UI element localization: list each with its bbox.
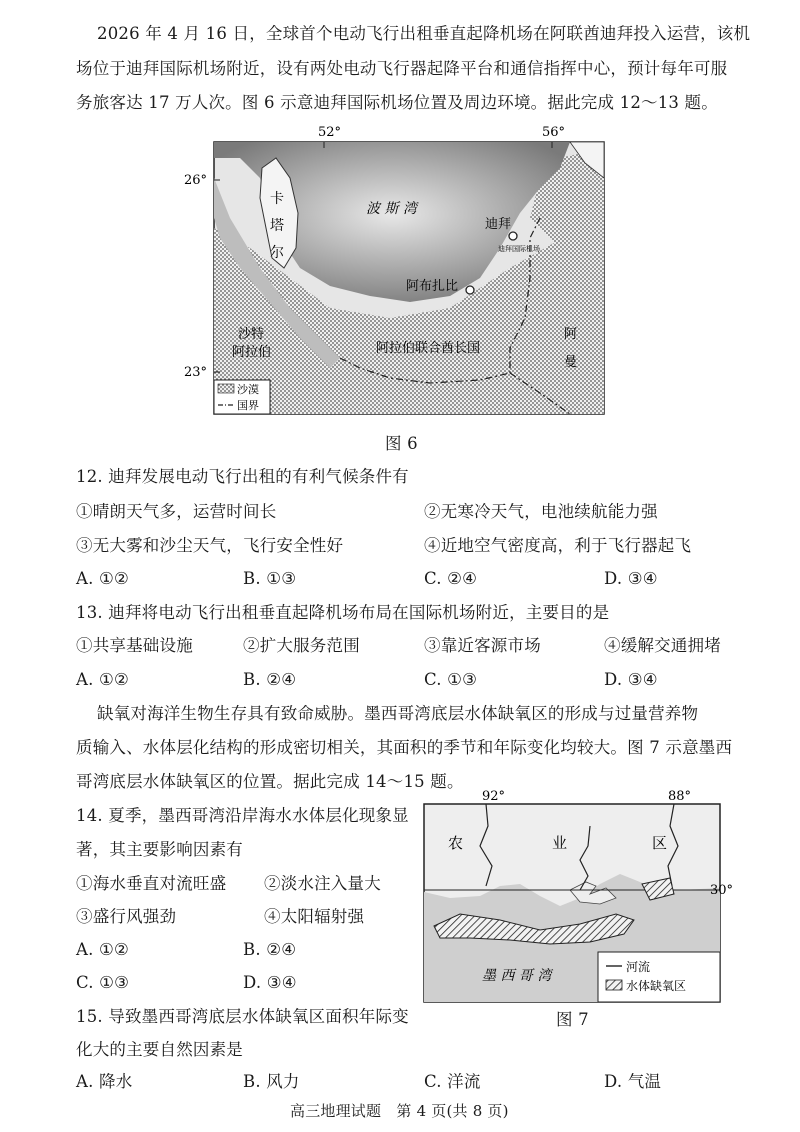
- q14-stem-line-1: 14. 夏季，墨西哥湾沿岸海水水体层化现象显: [76, 806, 409, 825]
- figure-6-caption: 图 6: [385, 434, 418, 453]
- oman-label-1: 阿: [564, 327, 578, 342]
- lon-92-label: 92°: [482, 789, 506, 804]
- figure-7-caption: 图 7: [556, 1010, 589, 1029]
- dubai-airport-label: 迪拜国际机场: [498, 245, 540, 253]
- intro1-line-1: 2026 年 4 月 16 日，全球首个电动飞行出租垂直起降机场在阿联酋迪拜投入运营，该机: [97, 24, 751, 43]
- agri-label-nong: 农: [448, 834, 464, 852]
- q13-option-1: ①共享基础设施: [76, 636, 193, 655]
- q15-stem-line-2: 化大的主要自然因素是: [76, 1040, 243, 1059]
- q13-stem: 13. 迪拜将电动飞行出租垂直起降机场布局在国际机场附近，主要目的是: [76, 603, 610, 622]
- q13-choice-d: D. ③④: [604, 670, 658, 689]
- qatar-label-1: 卡: [270, 191, 284, 207]
- page-footer: 高三地理试题 第 4 页(共 8 页): [290, 1102, 509, 1120]
- lon-52-label: 52°: [318, 125, 342, 140]
- lat-26-label: 26°: [184, 173, 208, 188]
- q14-option-3: ③盛行风强劲: [76, 907, 177, 926]
- qatar-label-2: 塔: [270, 218, 284, 234]
- q13-option-2: ②扩大服务范围: [243, 636, 360, 655]
- q13-choice-b: B. ②④: [243, 670, 297, 689]
- uae-label: 阿拉伯联合酋长国: [376, 341, 481, 356]
- q14-choice-a: A. ①②: [76, 940, 129, 959]
- legend-border: 国界: [237, 399, 259, 412]
- persian-gulf-label: 波 斯 湾: [366, 201, 417, 217]
- q12-stem: 12. 迪拜发展电动飞行出租的有利气候条件有: [76, 467, 409, 486]
- dubai-label: 迪拜: [485, 217, 512, 232]
- lon-56-label: 56°: [542, 125, 566, 140]
- intro2-line-2: 质输入、水体层化结构的形成密切相关，其面积的季节和年际变化均较大。图 7 示意墨西: [76, 738, 733, 757]
- intro1-line-3: 务旅客达 17 万人次。图 6 示意迪拜国际机场位置及周边环境。据此完成 12～13 题。: [76, 93, 718, 112]
- q12-choice-b: B. ①③: [243, 569, 297, 588]
- q15-choice-c: C. 洋流: [424, 1072, 481, 1091]
- oman-label-2: 曼: [564, 355, 578, 370]
- q13-option-3: ③靠近客源市场: [424, 636, 541, 655]
- lat-30-label: 30°: [710, 883, 734, 898]
- intro2-line-1: 缺氧对海洋生物生存具有致命威胁。墨西哥湾底层水体缺氧区的形成与过量营养物: [97, 704, 699, 723]
- agri-label-ye: 业: [552, 834, 568, 852]
- abudhabi-label: 阿布扎比: [406, 279, 459, 294]
- lon-88-label: 88°: [668, 789, 692, 804]
- q14-choice-b: B. ②④: [243, 940, 297, 959]
- dubai-marker: [509, 232, 517, 240]
- q12-option-2: ②无寒冷天气，电池续航能力强: [424, 502, 658, 521]
- lat-23-label: 23°: [184, 365, 208, 380]
- q12-option-3: ③无大雾和沙尘天气，飞行安全性好: [76, 536, 344, 555]
- q14-stem-line-2: 著，其主要影响因素有: [76, 840, 243, 859]
- q14-option-4: ④太阳辐射强: [264, 907, 365, 926]
- legend-desert: 沙漠: [237, 383, 259, 396]
- q13-choice-a: A. ①②: [76, 670, 129, 689]
- q14-choice-d: D. ③④: [243, 973, 297, 992]
- q15-choice-a: A. 降水: [76, 1072, 133, 1091]
- q14-option-1: ①海水垂直对流旺盛: [76, 874, 227, 893]
- fig7-legend: [598, 952, 720, 1002]
- intro1-line-2: 场位于迪拜国际机场附近，设有两处电动飞行器起降平台和通信指挥中心，预计每年可服: [76, 59, 728, 78]
- q12-choice-a: A. ①②: [76, 569, 129, 588]
- q15-choice-b: B. 风力: [243, 1072, 300, 1091]
- q14-option-2: ②淡水注入量大: [264, 874, 381, 893]
- q12-choice-c: C. ②④: [424, 569, 478, 588]
- desert-legend-swatch: [218, 384, 234, 393]
- q15-choice-d: D. 气温: [604, 1072, 662, 1091]
- q12-choice-d: D. ③④: [604, 569, 658, 588]
- figure-7-map: [420, 786, 740, 1006]
- q13-choice-c: C. ①③: [424, 670, 478, 689]
- hypoxia-legend-swatch: [606, 980, 622, 990]
- agri-label-qu: 区: [652, 834, 668, 852]
- legend-river: 河流: [626, 960, 651, 974]
- q14-choice-c: C. ①③: [76, 973, 130, 992]
- q13-option-4: ④缓解交通拥堵: [604, 636, 721, 655]
- saudi-label-2: 阿拉伯: [232, 345, 272, 360]
- figure-6-map: [180, 118, 620, 418]
- q15-stem-line-1: 15. 导致墨西哥湾底层水体缺氧区面积年际变: [76, 1007, 409, 1026]
- saudi-label-1: 沙特: [238, 327, 265, 342]
- q12-option-1: ①晴朗天气多，运营时间长: [76, 502, 277, 521]
- gulf-of-mexico-label: 墨 西 哥 湾: [482, 968, 552, 984]
- legend-hypoxia: 水体缺氧区: [626, 979, 687, 993]
- abudhabi-marker: [466, 286, 474, 294]
- intro2-line-3: 哥湾底层水体缺氧区的位置。据此完成 14～15 题。: [76, 772, 464, 791]
- q12-option-4: ④近地空气密度高，利于飞行器起飞: [424, 536, 692, 555]
- qatar-label-3: 尔: [270, 245, 284, 261]
